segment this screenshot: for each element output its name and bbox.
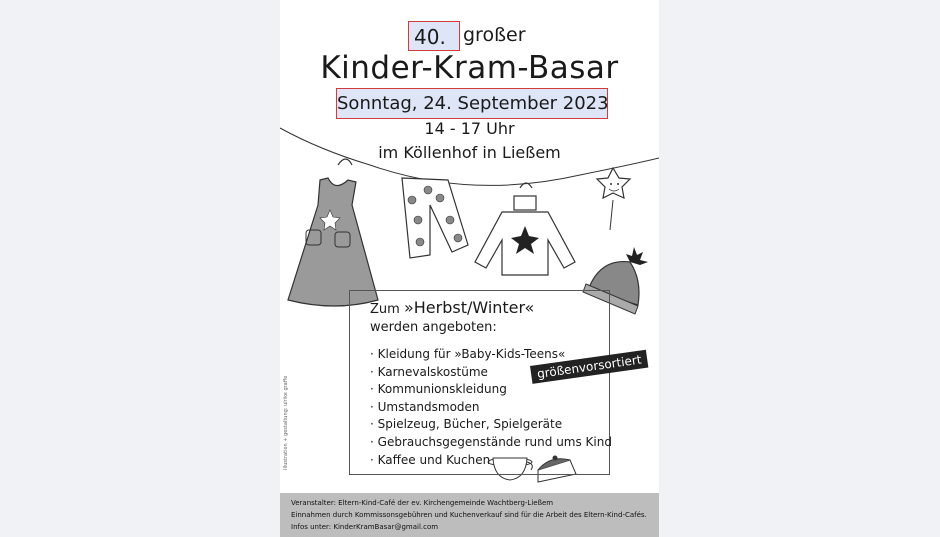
title-adjective: großer — [463, 24, 526, 46]
dress-icon — [288, 159, 378, 306]
offered-label: werden angeboten: — [370, 320, 497, 335]
footer-info: Infos unter: KinderKramBasar@gmail.com — [291, 523, 439, 531]
edition-number: 40. — [408, 21, 460, 51]
intro-prefix: Zum — [370, 302, 400, 317]
season-label: »Herbst/Winter« — [403, 298, 535, 317]
event-location: im Köllenhof in Ließem — [378, 143, 561, 162]
pants-icon — [402, 178, 468, 258]
list-item: · Kaffee und Kuchen — [370, 452, 612, 470]
size-sorted-badge: größenvorsortiert — [530, 350, 649, 384]
list-item: · Gebrauchsgegenstände rund ums Kind — [370, 434, 612, 452]
footer — [280, 493, 659, 537]
list-item: · Umstandsmoden — [370, 399, 612, 417]
season-intro — [370, 298, 534, 317]
event-date: Sonntag, 24. September 2023 — [336, 88, 608, 119]
sun-icon — [597, 168, 630, 230]
list-item: · Kleidung für »Baby-Kids-Teens« — [370, 346, 612, 364]
event-time: 14 - 17 Uhr — [424, 119, 515, 138]
footer-organizer: Veranstalter: Eltern-Kind-Café der ev. Kirchengemeinde Wachtberg-Ließem — [291, 499, 554, 507]
basar-poster — [280, 0, 659, 537]
list-item: · Spielzeug, Bücher, Spielgeräte — [370, 416, 612, 434]
footer-income: Einnahmen durch Kommissonsgebühren und Kuchenverkauf sind für die Arbeit des Eltern-Kind-Cafés. — [291, 511, 647, 519]
illustration-credit: Illustration + gestaltung: ulrike graffe — [283, 375, 289, 470]
list-item: · Karnevalskostüme — [370, 364, 612, 382]
poster-title: Kinder-Kram-Basar — [320, 50, 619, 86]
sweater-icon — [475, 183, 575, 275]
list-item: · Kommunionskleidung — [370, 381, 612, 399]
